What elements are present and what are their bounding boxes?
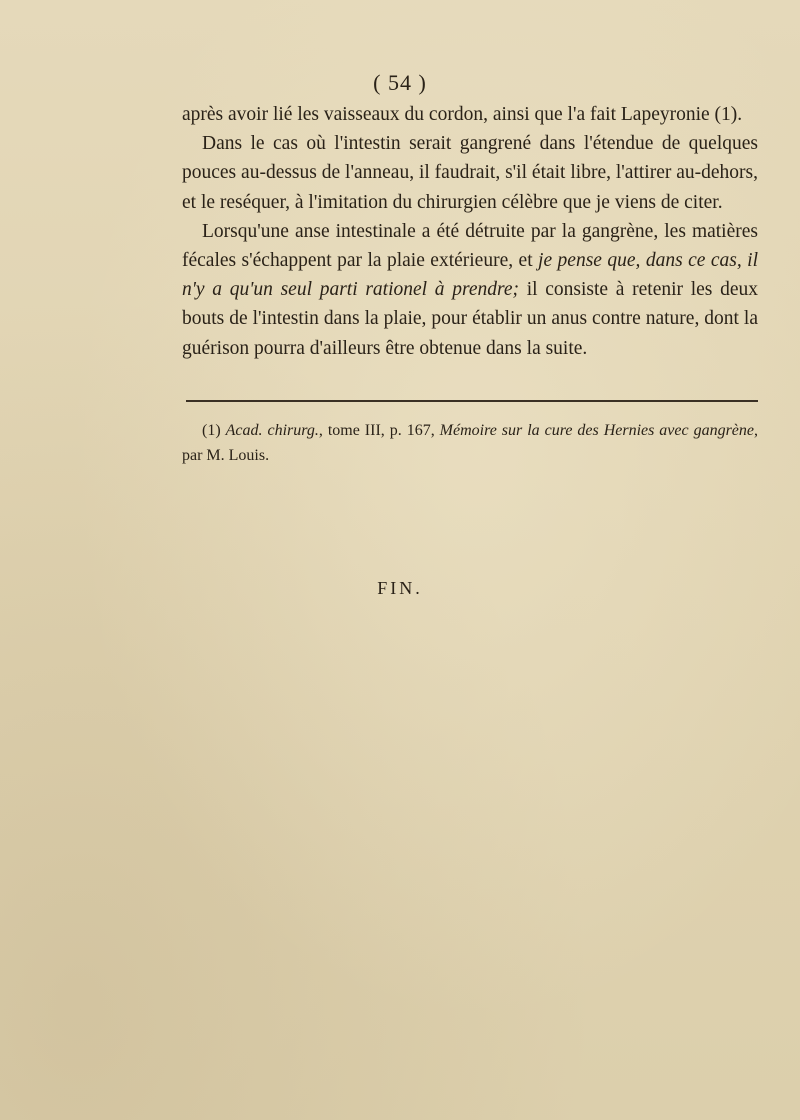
footnote-end: , par M. Louis. <box>182 422 758 464</box>
footnote-source: Acad. chirurg. <box>225 422 319 439</box>
fin-marker: FIN. <box>377 578 423 598</box>
paragraph-2: Dans le cas où l'intestin serait gangrené dans l'étendue de quelques pouces au-dessus de l'anneau, il faudrait, s'il était libre, l'attirer au-dehors, et le reséquer, à l'imitation du chirurgien célèbre que je viens de citer. <box>182 133 758 213</box>
footnote-title: Mémoire sur la cure des Hernies avec gangrène <box>439 422 754 439</box>
paragraph-1: après avoir lié les vaisseaux du cordon, ainsi que l'a fait Lapeyronie (1). <box>182 104 743 125</box>
footnote <box>182 418 758 468</box>
page-number: ( 54 ) <box>373 70 427 95</box>
paragraph-3-text-b: il consiste à retenir les deux bouts de l'intestin dans la plaie, pour établir un anus contre nature, dont la guérison pourra d'ailleurs être obtenue dans la suite. <box>182 279 758 359</box>
paragraph-3-text-a: Lorsqu'une anse intestinale a été détruite par la gangrène, les matières fécales s'échappent par la plaie extérieure, et <box>182 220 758 272</box>
footnote-separator <box>186 400 758 402</box>
footnote-marker: (1) <box>202 422 226 439</box>
paragraph-3 <box>182 217 758 363</box>
footnote-middle: , tome III, p. 167, <box>318 422 440 439</box>
paragraph-3-italic: je pense que, dans ce cas, il n'y a qu'un seul parti rationel à prendre; <box>182 250 758 301</box>
body-text <box>182 100 758 363</box>
